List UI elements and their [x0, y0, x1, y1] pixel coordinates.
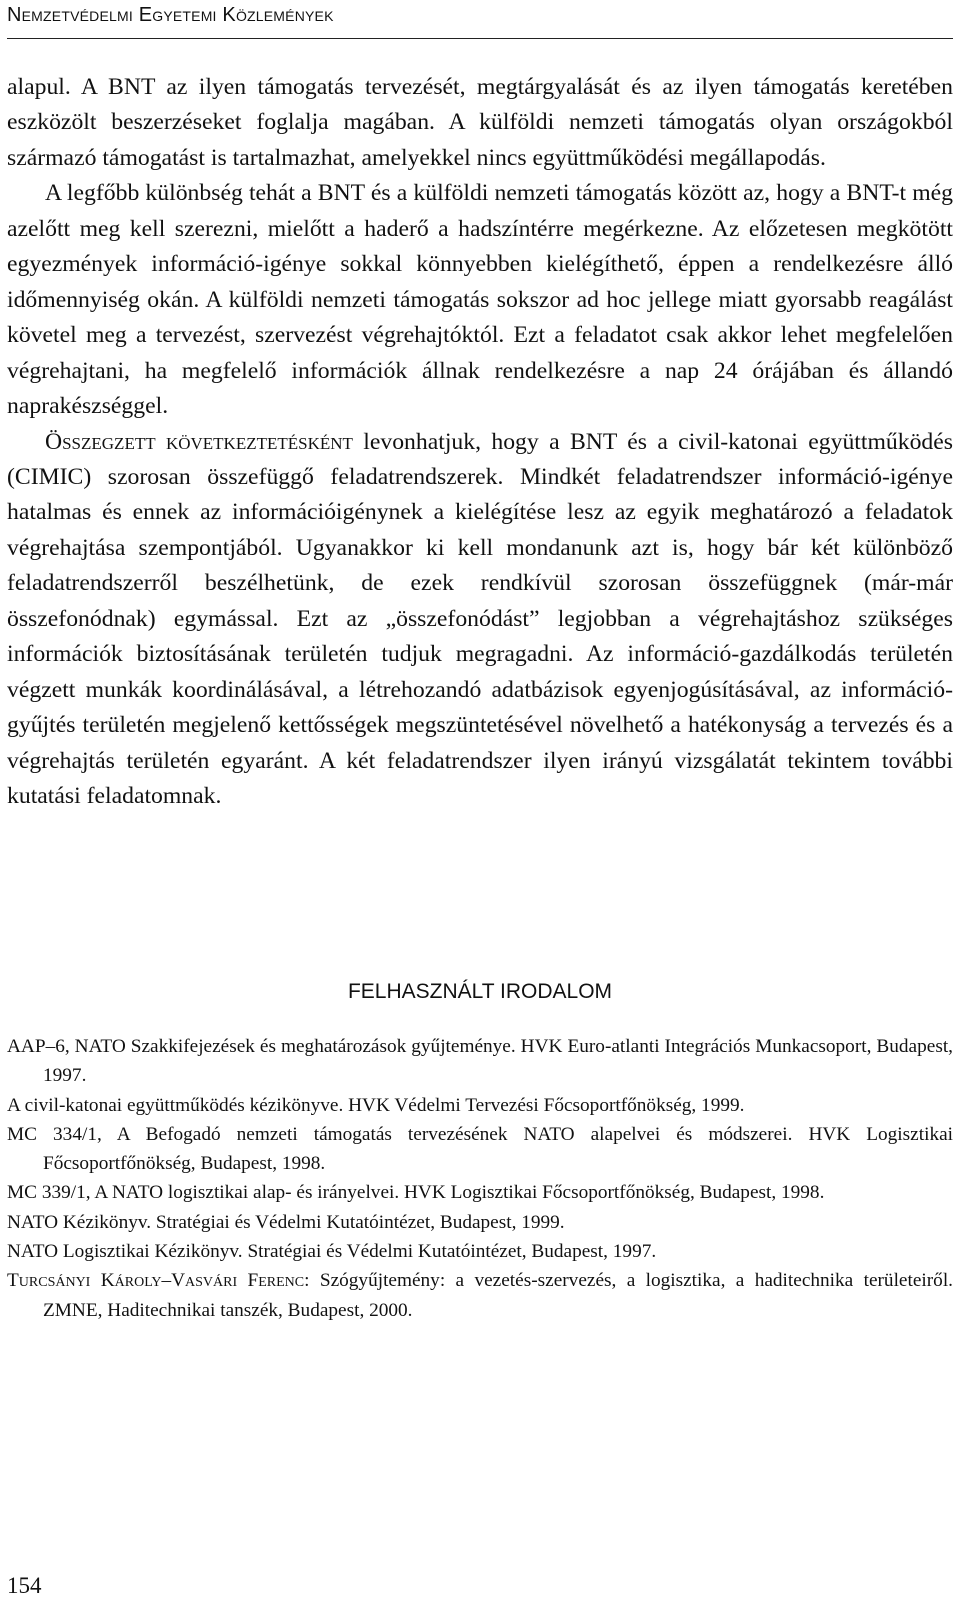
bibliography-entry: A civil-katonai együttműködés kézikönyve. HVK Védelmi Tervezési Főcsoportfőnökség, 1999. [7, 1094, 745, 1116]
header-rule [7, 38, 953, 39]
summary-lead: Összegzett következtetésként [45, 428, 353, 455]
paragraph-2: A legfőbb különbség tehát a BNT és a külföldi nemzeti támogatás között az, hogy a BNT-t még azelőtt meg kell szerezni, mielőtt a haderő a hadszíntérre megérkezne. Az előzetesen megkötött egyezmények információ-igénye sokkal könnyebben kielégíthető, éppen a rendelkezésre álló időmennyiség okán. A külföldi nemzeti támogatás sokszor ad hoc jellege miatt gyorsabb reagálást követel meg a tervezést, szervezést végrehajtóktól. Ezt a feladatot csak akkor lehet megfelelően végrehajtani, ha megfelelő információk állnak rendelkezésre a nap 24 órájában és állandó naprakészséggel. [7, 180, 953, 420]
bibliography-entry: AAP–6, NATO Szakkifejezések és meghatározások gyűjteménye. HVK Euro-atlanti Integrációs Munkacsoport, Budapest, 1997. [7, 1036, 953, 1087]
summary-text: levonhatjuk, hogy a BNT és a civil-katonai együttműködés (CIMIC) szorosan összefüggő feladatrendszerek. Mindkét feladatrendszer információ-igénye hatalmas és ennek az információigénynek a kielégítése lesz az egyik meghatározó a feladatok végrehajtása szempontjából. Ugyanakkor ki kell mondanunk azt is, hogy bár két különböző feladatrendszerről beszélhetünk, de ezek rendkívül szorosan összefüggnek (már-már összefonódnak) egymással. Ezt az „összefonódást” legjobban a végrehajtáshoz szükséges információk biztosításának területén tudjuk megragadni. Az információ-gazdálkodás területén végzett munkák koordinálásával, a létrehozandó adatbázisok egyenjogúsításával, az információ-gyűjtés területén megjelenő kettősségek megszüntetésével növelhető a hatékonyság a tervezés és a végrehajtás területén egyaránt. A két feladatrendszer ilyen irányú vizsgálatát tekintem további kutatási feladatomnak. [7, 428, 953, 810]
bibliography-list [7, 1032, 953, 1325]
bibliography-heading: FELHASZNÁLT IRODALOM [347, 980, 613, 1003]
bibliography-entry: MC 334/1, A Befogadó nemzeti támogatás tervezésének NATO alapelvei és módszerei. HVK Logisztikai Főcsoportfőnökség, Budapest, 1998. [7, 1123, 953, 1175]
bibliography-entry: NATO Logisztikai Kézikönyv. Stratégiai és Védelmi Kutatóintézet, Budapest, 1997. [7, 1241, 657, 1263]
bibliography-entry: NATO Kézikönyv. Stratégiai és Védelmi Kutatóintézet, Budapest, 1999. [7, 1211, 565, 1233]
paragraph-1: alapul. A BNT az ilyen támogatás tervezését, megtárgyalását és az ilyen támogatás keretében eszközölt beszerzéseket foglalja magában. A külföldi nemzeti támogatás olyan országokból származó támogatást is tartalmazhat, amelyekkel nincs együttműködési megállapodás. [7, 74, 953, 171]
page-number: 154 [7, 1573, 42, 1598]
entry-authors: Turcsányi Károly–Vasvári Ferenc: [7, 1270, 310, 1292]
bibliography-entry: MC 339/1, A NATO logisztikai alap- és irányelvei. HVK Logisztikai Főcsoportfőnökség, Budapest, 1998. [7, 1182, 825, 1204]
body-text [7, 70, 953, 815]
entry-text: Szógyűjtemény: a vezetés-szervezés, a logisztika, a haditechnika területeiről. ZMNE, Haditechnikai tanszék, Budapest, 2000. [43, 1270, 953, 1321]
paragraph-3 [7, 425, 953, 815]
running-header: Nemzetvédelmi Egyetemi Közlemények [7, 4, 334, 26]
bibliography-entry [7, 1266, 953, 1325]
